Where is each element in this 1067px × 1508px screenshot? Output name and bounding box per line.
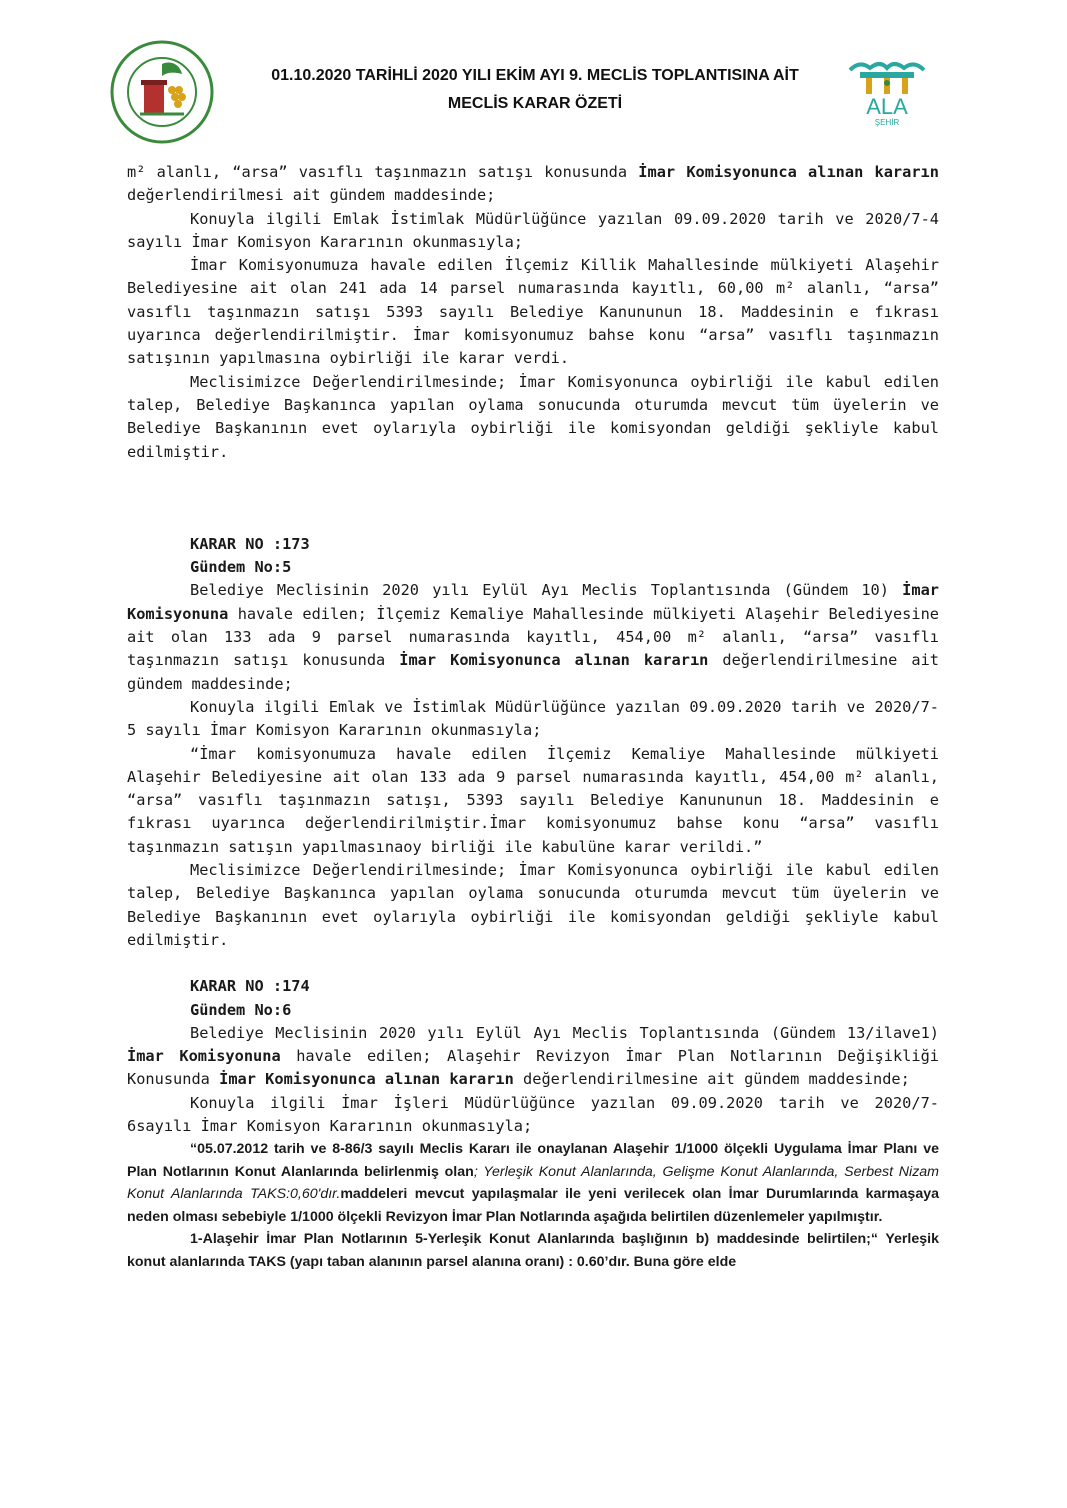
karar-173-number: KARAR NO :173: [190, 534, 310, 553]
karar-173-paragraph-1: Belediye Meclisinin 2020 yılı Eylül Ayı Meclis Toplantısında (Gündem 10) İmar Komisyonuna havale edilen; İlçemiz Kemaliye Mahallesinde mülkiyeti Alaşehir Belediyesine ait olan 133 ada 9 parsel numarasında kayıtlı, 454,00 m² alanlı, “arsa” vasıflı taşınmazın satışı konusunda İmar Komisyonunca alınan kararın değerlendirilmesine ait gündem maddesinde;: [127, 581, 939, 693]
alasehir-belediyesi-logo: [110, 40, 214, 144]
karar-174-paragraph-2: Konuyla ilgili İmar İşleri Müdürlüğünce yazılan 09.09.2020 tarih ve 2020/7-6sayılı İmar Komisyon Kararının okunmasıyla;: [127, 1093, 939, 1135]
karar-173-gundem: Gündem No:5: [190, 558, 292, 577]
karar-173-paragraph-2: Konuyla ilgili Emlak ve İstimlak Müdürlüğünce yazılan 09.09.2020 tarih ve 2020/7-5 sayılı İmar Komisyon Kararının okunmasıyla;: [127, 697, 939, 740]
title-line-2: MECLİS KARAR ÖZETİ: [447, 95, 623, 112]
intro-paragraph-1: m² alanlı, “arsa” vasıflı taşınmazın satışı konusunda İmar Komisyonunca alınan kararın değerlendirilmesi ait gündem maddesinde;: [127, 163, 939, 205]
karar-173-paragraph-4: Meclisimizce Değerlendirilmesinde; İmar Komisyonunca oybirliği ile kabul edilen talep, Belediye Başkanınca yapılan oylama sonucunda oturumda mevcut tüm üyelerin ve Belediye Başkanının evet oylarıyla oybirliği ile komisyondan geldiği şekliyle kabul edilmiştir.: [127, 861, 939, 949]
karar-173-paragraph-3: “İmar komisyonumuza havale edilen İlçemiz Kemaliye Mahallesinde mülkiyeti Alaşehir Belediyesine ait olan 133 ada 9 parsel numarasında kayıtlı, 454,00 m² alanlı, “arsa” vasıflı taşınmazın satışı, 5393 sayılı Belediye Kanununun 18. Maddesinin e fıkrası uyarınca değerlendirilmiştir.İmar komisyonumuz bahse konu “arsa” vasıflı taşınmazın satışın yapılmasınaoy birliği ile kabulüne karar verildi.”: [127, 744, 939, 856]
intro-paragraph-3: İmar Komisyonumuza havale edilen İlçemiz Killik Mahallesinde mülkiyeti Alaşehir Belediyesine ait olan 241 ada 14 parsel numarasında kayıtlı, 60,00 m² alanlı, “arsa” vasıflı taşınmazın satışı 5393 sayılı Belediye Kanununun 18. Maddesinin e fıkrası uyarınca değerlendirilmiştir. İmar komisyonumuz bahse konu “arsa” vasıflı taşınmazın satışının yapılmasına oybirliği ile karar verdi.: [127, 256, 939, 368]
intro-paragraph-4: Meclisimizce Değerlendirilmesinde; İmar Komisyonunca oybirliği ile kabul edilen talep, Belediye Başkanınca yapılan oylama sonucunda oturumda mevcut tüm üyelerin ve Belediye Başkanının evet oylarıyla oybirliği ile komisyondan geldiği şekliyle kabul edilmiştir.: [127, 372, 939, 461]
karar-174-paragraph-1: Belediye Meclisinin 2020 yılı Eylül Ayı Meclis Toplantısında (Gündem 13/ilave1) İmar Komisyonuna havale edilen; Alaşehir Revizyon İmar Plan Notlarının Değişikliği Konusunda İmar Komisyonunca alınan kararın değerlendirilmesine ait gündem maddesinde;: [127, 1023, 939, 1089]
ala-sehir-logo: [846, 58, 928, 128]
karar-174-gundem: Gündem No:6: [190, 1000, 292, 1019]
page-header: [0, 0, 1067, 150]
ala-logo-text: ALA: [866, 94, 908, 119]
title-line-1: 01.10.2020 TARİHLİ 2020 YILI EKİM AYI 9. MECLİS TOPLANTISINA AİT: [271, 67, 799, 84]
intro-paragraph-2: Konuyla ilgili Emlak İstimlak Müdürlüğünce yazılan 09.09.2020 tarih ve 2020/7-4 sayılı İmar Komisyon Kararının okunmasıyla;: [127, 209, 939, 251]
karar-174-number: KARAR NO :174: [190, 977, 310, 996]
document-body: [127, 161, 939, 1273]
document-title: [230, 62, 840, 118]
sehir-logo-text: ŞEHİR: [874, 118, 900, 127]
karar-174-paragraph-3: “05.07.2012 tarih ve 8-86/3 sayılı Meclis Kararı ile onaylanan Alaşehir 1/1000 ölçekli Uygulama İmar Planı ve Plan Notlarının Konut Alanlarında belirlenmiş olan; Yerleşik Konut Alanlarında, Gelişme Konut Alanlarında, Serbest Nizam Konut Alanlarında TAKS:0,60'dır.maddeleri mevcut yapılaşmalar ile yeni verilecek olan İmar Durumlarında karmaşaya neden olması sebebiyle 1/1000 ölçekli Revizyon İmar Plan Notlarında aşağıda belirtilen düzenlemeler yapılmıştır.: [127, 1141, 940, 1225]
karar-174-paragraph-4: 1-Alaşehir İmar Plan Notlarının 5-Yerleşik Konut Alanlarında başlığının b) maddesinde belirtilen;“ Yerleşik konut alanlarında TAKS (yapı taban alanının parsel alanına oranı) : 0.60’dır. Buna göre elde: [127, 1231, 939, 1270]
